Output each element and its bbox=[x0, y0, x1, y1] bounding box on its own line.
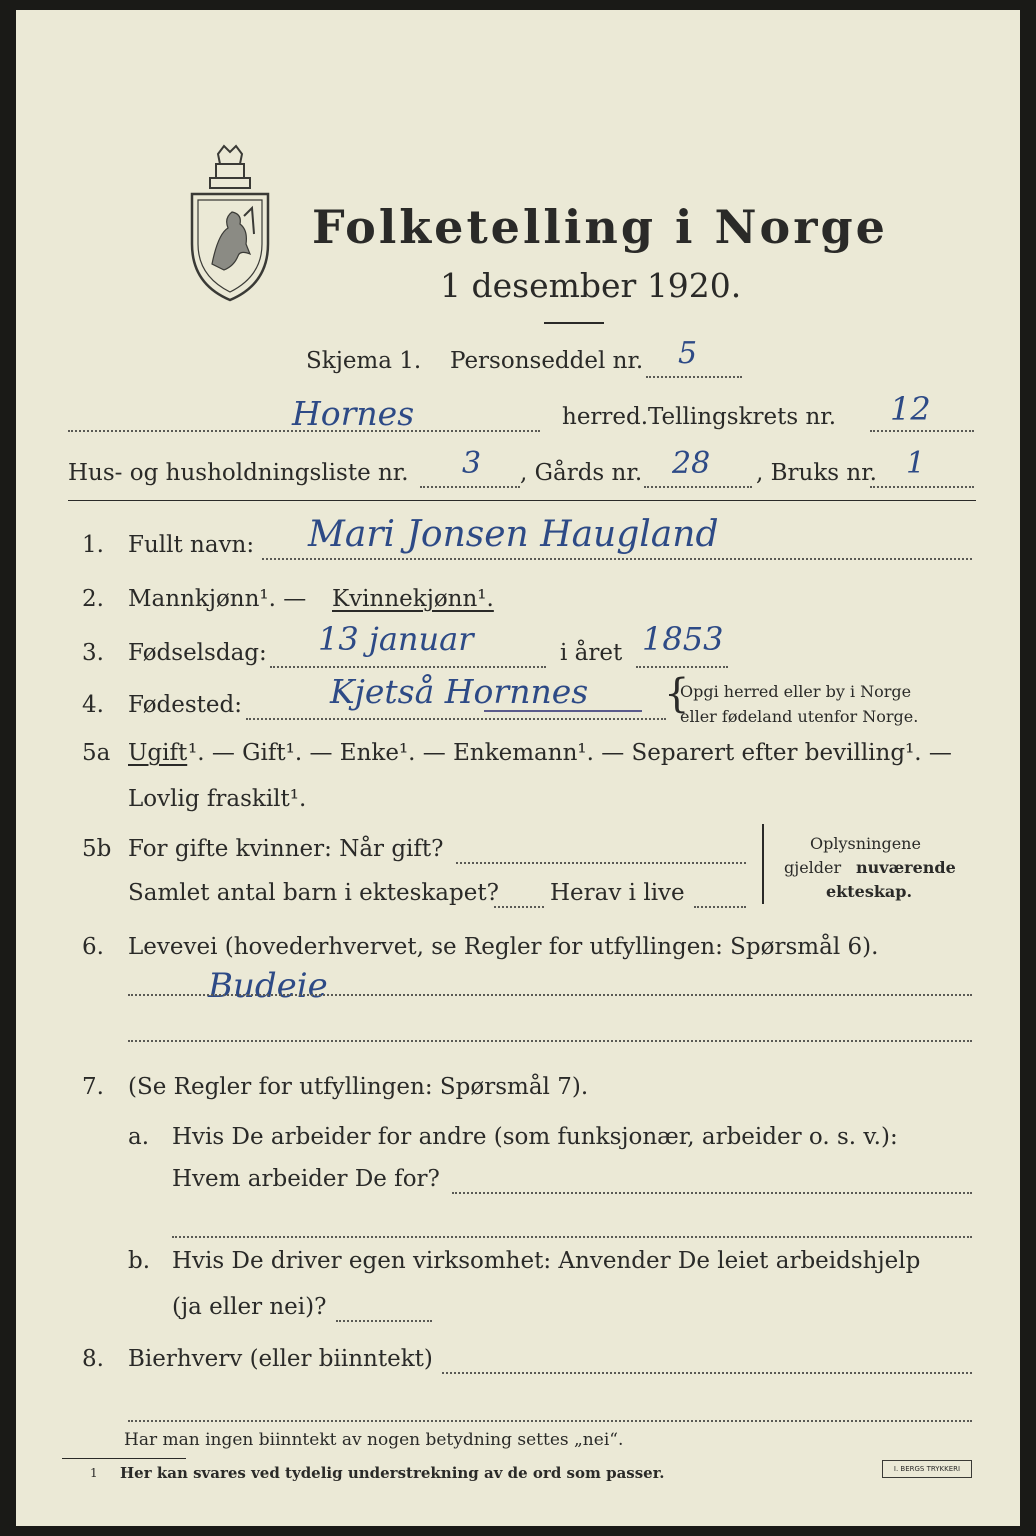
q5b-married-line bbox=[456, 862, 746, 864]
q4-note-line1: Opgi herred eller by i Norge bbox=[680, 682, 912, 701]
hus-value[interactable]: 3 bbox=[462, 446, 482, 481]
herred-label: herred. bbox=[562, 404, 649, 430]
q7b-number: b. bbox=[128, 1248, 151, 1274]
q4-birthplace-value[interactable]: Kjetså Hornnes bbox=[330, 672, 589, 711]
title-divider bbox=[544, 322, 604, 324]
q5b-brace bbox=[762, 824, 764, 904]
coat-of-arms-icon bbox=[188, 144, 272, 304]
q5b-number: 5b bbox=[82, 836, 112, 862]
q6-occupation-value[interactable]: Budeie bbox=[208, 966, 328, 1006]
tellingskrets-line bbox=[870, 430, 974, 432]
q7a-employer-line bbox=[452, 1192, 972, 1194]
bruks-label: , Bruks nr. bbox=[756, 460, 877, 486]
q4-brace: { bbox=[664, 671, 690, 717]
q5b-note-line1: Oplysningene bbox=[810, 834, 921, 853]
q4-note-line2: eller fødeland utenfor Norge. bbox=[680, 707, 919, 726]
skjema-label: Skjema 1. bbox=[306, 348, 422, 374]
q4-line bbox=[246, 718, 666, 720]
q6-label: Levevei (hovederhvervet, se Regler for utfyllingen: Spørsmål 6). bbox=[128, 934, 879, 960]
q4-label: Fødested: bbox=[128, 692, 243, 718]
bruks-value[interactable]: 1 bbox=[906, 446, 926, 481]
q5a-other-options[interactable]: ¹. — Gift¹. — Enke¹. — Enkemann¹. — Separert efter bevilling¹. — bbox=[188, 740, 952, 766]
q4-number: 4. bbox=[82, 692, 104, 718]
q7a-employer-label: Hvem arbeider De for? bbox=[172, 1166, 440, 1192]
q1-label: Fullt navn: bbox=[128, 532, 255, 558]
gards-label: , Gårds nr. bbox=[520, 460, 643, 486]
personseddel-value[interactable]: 5 bbox=[678, 336, 698, 371]
q3-year-label: i året bbox=[560, 640, 623, 666]
q7-number: 7. bbox=[82, 1074, 104, 1100]
header-rule bbox=[68, 500, 976, 501]
herred-value[interactable]: Hornes bbox=[292, 394, 415, 433]
q8-line2 bbox=[128, 1420, 972, 1422]
census-form-page bbox=[16, 10, 1020, 1526]
personseddel-label: Personseddel nr. bbox=[450, 348, 644, 374]
q5b-note-line2b: nuværende bbox=[856, 858, 956, 877]
q5b-label: For gifte kvinner: Når gift? bbox=[128, 836, 444, 862]
tellingskrets-label: Tellingskrets nr. bbox=[648, 404, 837, 430]
gards-line bbox=[644, 486, 752, 488]
q8-line1 bbox=[442, 1372, 972, 1374]
q5b-children-label: Samlet antal barn i ekteskapet? bbox=[128, 880, 499, 906]
page-title: Folketelling i Norge bbox=[312, 200, 888, 254]
q7a-label: Hvis De arbeider for andre (som funksjonær, arbeider o. s. v.): bbox=[172, 1124, 898, 1150]
tellingskrets-value[interactable]: 12 bbox=[890, 390, 931, 428]
q5a-fraskilt-option[interactable]: Lovlig fraskilt¹. bbox=[128, 786, 307, 812]
q1-full-name-value[interactable]: Mari Jonsen Haugland bbox=[308, 514, 719, 555]
q5a-number: 5a bbox=[82, 740, 111, 766]
q1-number: 1. bbox=[82, 532, 104, 558]
q6-line1 bbox=[128, 994, 972, 996]
q3-birthday-value[interactable]: 13 januar bbox=[318, 620, 474, 658]
q5b-children-line bbox=[494, 906, 544, 908]
q5b-note-line2a: gjelder bbox=[784, 858, 842, 877]
q8-number: 8. bbox=[82, 1346, 104, 1372]
q7a-line2 bbox=[172, 1236, 972, 1238]
q8-label: Bierhverv (eller biinntekt) bbox=[128, 1346, 433, 1372]
q4-handwritten-underline bbox=[484, 710, 642, 712]
q5a-ugift-option[interactable]: Ugift bbox=[128, 740, 188, 766]
footnote-rule bbox=[62, 1458, 186, 1459]
q7a-number: a. bbox=[128, 1124, 150, 1150]
hus-line bbox=[420, 486, 520, 488]
gards-value[interactable]: 28 bbox=[672, 446, 711, 481]
q3-day-line bbox=[270, 666, 546, 668]
q5b-note-line3: ekteskap. bbox=[826, 882, 913, 901]
q3-label: Fødselsdag: bbox=[128, 640, 267, 666]
q6-number: 6. bbox=[82, 934, 104, 960]
footnote-text: Her kan svares ved tydelig understrekning av de ord som passer. bbox=[120, 1464, 665, 1482]
q7b-label: Hvis De driver egen virksomhet: Anvender De leiet arbeidshjelp bbox=[172, 1248, 921, 1274]
q5b-alive-label: Herav i live bbox=[550, 880, 685, 906]
q5b-alive-line bbox=[694, 906, 746, 908]
q2-number: 2. bbox=[82, 586, 104, 612]
q7b-yesno-line bbox=[336, 1320, 432, 1322]
printer-stamp: I. BERGS TRYKKERI bbox=[882, 1460, 972, 1478]
q3-year-value[interactable]: 1853 bbox=[642, 620, 724, 658]
footnote-marker: 1 bbox=[90, 1466, 98, 1480]
q7b-yesno-label: (ja eller nei)? bbox=[172, 1294, 327, 1320]
q3-number: 3. bbox=[82, 640, 104, 666]
personseddel-line bbox=[646, 376, 742, 378]
q7-label: (Se Regler for utfyllingen: Spørsmål 7). bbox=[128, 1074, 589, 1100]
biinntekt-note: Har man ingen biinntekt av nogen betydning settes „nei“. bbox=[124, 1430, 624, 1450]
bruks-line bbox=[870, 486, 974, 488]
q1-line bbox=[262, 558, 972, 560]
hus-label: Hus- og husholdningsliste nr. bbox=[68, 460, 409, 486]
q3-year-line bbox=[636, 666, 728, 668]
q2-female-option[interactable]: Kvinnekjønn¹. bbox=[332, 586, 494, 612]
q2-male-option[interactable]: Mannkjønn¹. — bbox=[128, 586, 307, 612]
q6-line2 bbox=[128, 1040, 972, 1042]
census-date: 1 desember 1920. bbox=[440, 266, 742, 305]
